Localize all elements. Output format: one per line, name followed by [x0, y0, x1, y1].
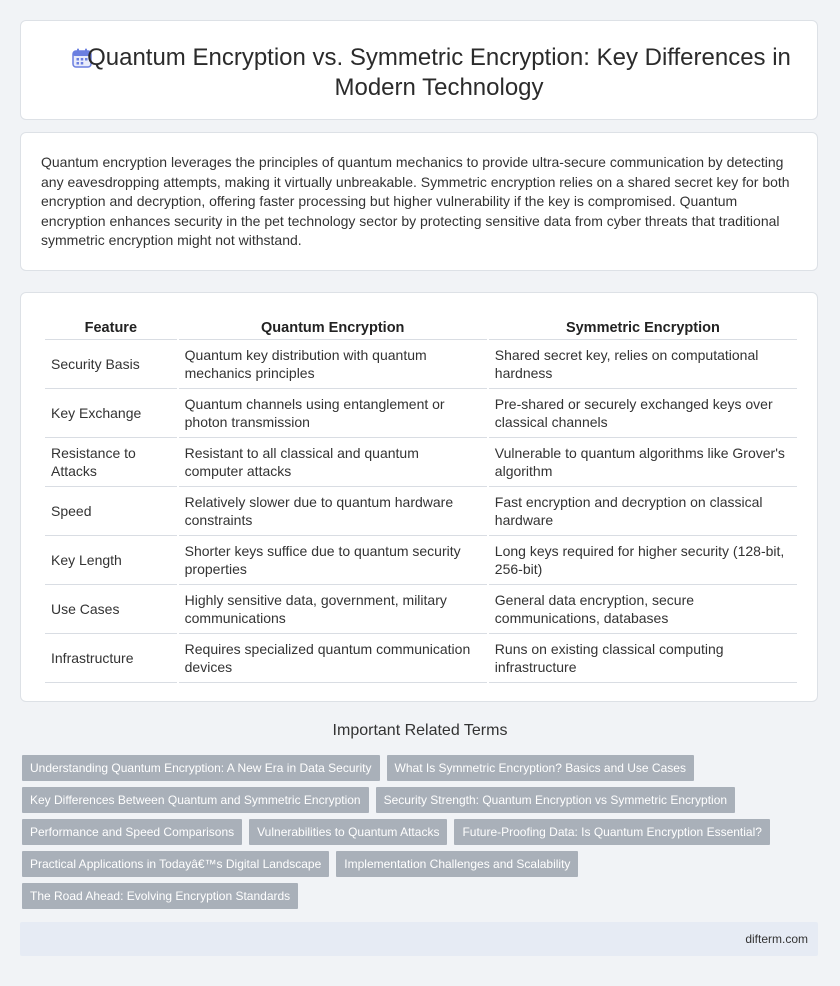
feature-cell: Resistance to Attacks: [45, 438, 177, 487]
feature-cell: Key Length: [45, 536, 177, 585]
related-term-link[interactable]: The Road Ahead: Evolving Encryption Standards: [22, 883, 298, 909]
table-row: [45, 585, 797, 634]
symmetric-cell: Shared secret key, relies on computational hardness: [489, 340, 797, 389]
quantum-cell: Quantum channels using entanglement or photon transmission: [179, 389, 487, 438]
table-row: [45, 389, 797, 438]
quantum-cell: Relatively slower due to quantum hardware constraints: [179, 487, 487, 536]
intro-card: [20, 132, 818, 271]
quantum-cell: Shorter keys suffice due to quantum security properties: [179, 536, 487, 585]
related-term-link[interactable]: Vulnerabilities to Quantum Attacks: [249, 819, 447, 845]
symmetric-cell: Fast encryption and decryption on classical hardware: [489, 487, 797, 536]
table-header-row: [45, 315, 797, 340]
symmetric-cell: Runs on existing classical computing infrastructure: [489, 634, 797, 683]
feature-cell: Security Basis: [45, 340, 177, 389]
symmetric-cell: General data encryption, secure communications, databases: [489, 585, 797, 634]
page-title: Quantum Encryption vs. Symmetric Encryption: Key Differences in Modern Technology: [87, 44, 791, 101]
related-term-link[interactable]: Security Strength: Quantum Encryption vs Symmetric Encryption: [376, 787, 735, 813]
header-card: [20, 20, 818, 120]
quantum-cell: Highly sensitive data, government, military communications: [179, 585, 487, 634]
related-term-link[interactable]: Understanding Quantum Encryption: A New Era in Data Security: [22, 755, 380, 781]
feature-cell: Infrastructure: [45, 634, 177, 683]
related-term-link[interactable]: Implementation Challenges and Scalability: [336, 851, 578, 877]
symmetric-cell: Pre-shared or securely exchanged keys over classical channels: [489, 389, 797, 438]
table-row: [45, 340, 797, 389]
feature-cell: Use Cases: [45, 585, 177, 634]
symmetric-cell: Long keys required for higher security (128-bit, 256-bit): [489, 536, 797, 585]
table-row: [45, 487, 797, 536]
related-terms-heading: Important Related Terms: [332, 722, 508, 739]
footer-site-name: difterm.com: [745, 932, 808, 946]
quantum-cell: Quantum key distribution with quantum mechanics principles: [179, 340, 487, 389]
related-term-link[interactable]: Performance and Speed Comparisons: [22, 819, 242, 845]
column-header-symmetric: Symmetric Encryption: [489, 315, 797, 340]
column-header-feature: Feature: [45, 315, 177, 340]
quantum-cell: Resistant to all classical and quantum computer attacks: [179, 438, 487, 487]
related-term-link[interactable]: What Is Symmetric Encryption? Basics and Use Cases: [387, 755, 694, 781]
related-term-link[interactable]: Practical Applications in Todayâ€™s Digital Landscape: [22, 851, 329, 877]
table-row: [45, 438, 797, 487]
quantum-cell: Requires specialized quantum communication devices: [179, 634, 487, 683]
column-header-quantum: Quantum Encryption: [179, 315, 487, 340]
related-terms-list: [22, 755, 802, 909]
table-row: [45, 634, 797, 683]
related-term-link[interactable]: Future-Proofing Data: Is Quantum Encryption Essential?: [454, 819, 769, 845]
related-term-link[interactable]: Key Differences Between Quantum and Symmetric Encryption: [22, 787, 369, 813]
table-row: [45, 536, 797, 585]
feature-cell: Key Exchange: [45, 389, 177, 438]
footer: [20, 922, 818, 956]
intro-paragraph: Quantum encryption leverages the principles of quantum mechanics to provide ultra-secure communication by detecting any eavesdropping attempts, making it virtually unbreakable. Symmetric encryption relies on a shared secret key for both encryption and decryption, offering faster processing but higher vulnerability if the key is compromised. Quantum encryption enhances security in the pet technology sector by protecting sensitive data from cyber threats that traditional symmetric encryption might not withstand.: [41, 154, 790, 248]
comparison-card: [20, 292, 818, 702]
symmetric-cell: Vulnerable to quantum algorithms like Grover's algorithm: [489, 438, 797, 487]
comparison-table: [43, 315, 799, 683]
feature-cell: Speed: [45, 487, 177, 536]
